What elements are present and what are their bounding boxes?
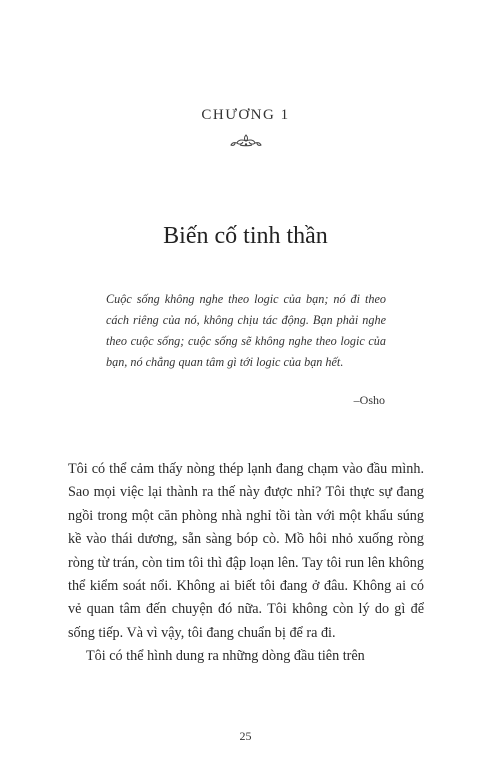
chapter-title: Biến cố tinh thần [163,223,328,249]
page-number: 25 [239,729,252,743]
chapter-ornament [0,132,491,148]
body-text [68,458,424,669]
epigraph-author: –Osho [353,393,385,407]
paragraph: Tôi có thể cảm thấy nòng thép lạnh đang chạm vào đầu mình. Sao mọi việc lại thành ra thế này được nhỉ? Tôi thực sự đang ngồi trong một căn phòng nhà nghỉ tồi tàn với một khẩu súng kề vào thái dương, sẵn sàng bóp cò. Mồ hôi nhỏ xuống ròng ròng từ trán, còn tim tôi thì đập loạn lên. Tay tôi run lên không thể kiểm soát nổi. Không ai biết tôi đang ở đâu. Không ai có vẻ quan tâm đến chuyện đó nữa. Tôi không còn lý do gì để sống tiếp. Và vì vậy, tôi đang chuẩn bị để ra đi. [68,461,424,641]
paragraph: Tôi có thể hình dung ra những dòng đầu tiên trên [86,648,365,665]
floral-ornament-icon [229,132,263,148]
epigraph-quote: Cuộc sống không nghe theo logic của bạn; nó đi theo cách riêng của nó, không chịu tác động. Bạn phải nghe theo cuộc sống; cuộc sống sẽ không nghe theo logic của bạn, nó chẳng quan tâm gì tới logic của bạn hết. [106,292,386,369]
chapter-label: CHƯƠNG 1 [201,107,290,123]
